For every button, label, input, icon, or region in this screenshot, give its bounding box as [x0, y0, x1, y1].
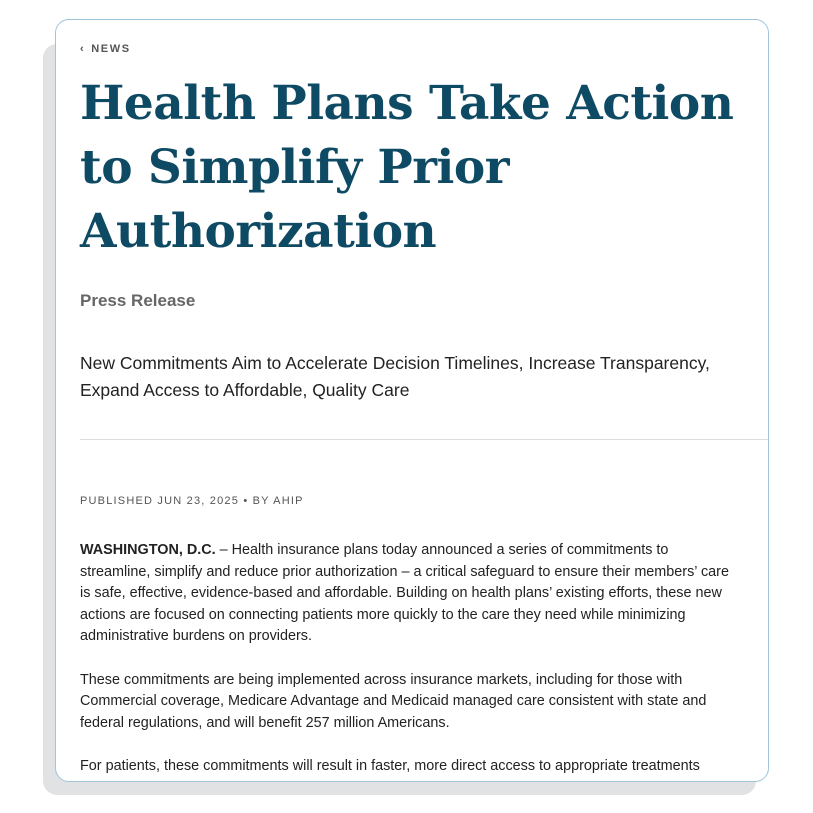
divider — [80, 439, 768, 440]
paragraph-text: – Health insurance plans today announced a series of commitments to streamline, simplify and reduce prior authorization – a critical safeguard to ensure their members’ care is safe, effective, evidence-based and affordable. Building on health plans’ existing efforts, these new actions are focused on connecting patients more quickly to the care they need while minimizing administrative burdens on providers. — [80, 542, 729, 645]
back-label: NEWS — [91, 43, 131, 55]
paragraph — [80, 540, 740, 648]
paragraph: These commitments are being implemented across insurance markets, including for those with Commercial coverage, Medicare Advantage and Medicaid managed care consistent with state and federal regulations, and will benefit 257 million Americans. — [80, 671, 707, 731]
dateline: WASHINGTON, D.C. — [80, 542, 216, 558]
chevron-left-icon: ‹ — [80, 43, 86, 55]
article-card — [55, 19, 769, 782]
article-body — [80, 540, 740, 782]
back-to-news-link[interactable] — [80, 43, 131, 55]
published-meta: PUBLISHED JUN 23, 2025 • BY AHIP — [80, 495, 304, 507]
article-subtitle: New Commitments Aim to Accelerate Decision Timelines, Increase Transparency, Expand Access to Affordable, Quality Care — [80, 353, 710, 400]
paragraph: For patients, these commitments will result in faster, more direct access to appropriate treatments — [80, 757, 700, 774]
page-title: Health Plans Take Action to Simplify Prior Authorization — [80, 76, 734, 259]
article-type: Press Release — [80, 291, 196, 310]
